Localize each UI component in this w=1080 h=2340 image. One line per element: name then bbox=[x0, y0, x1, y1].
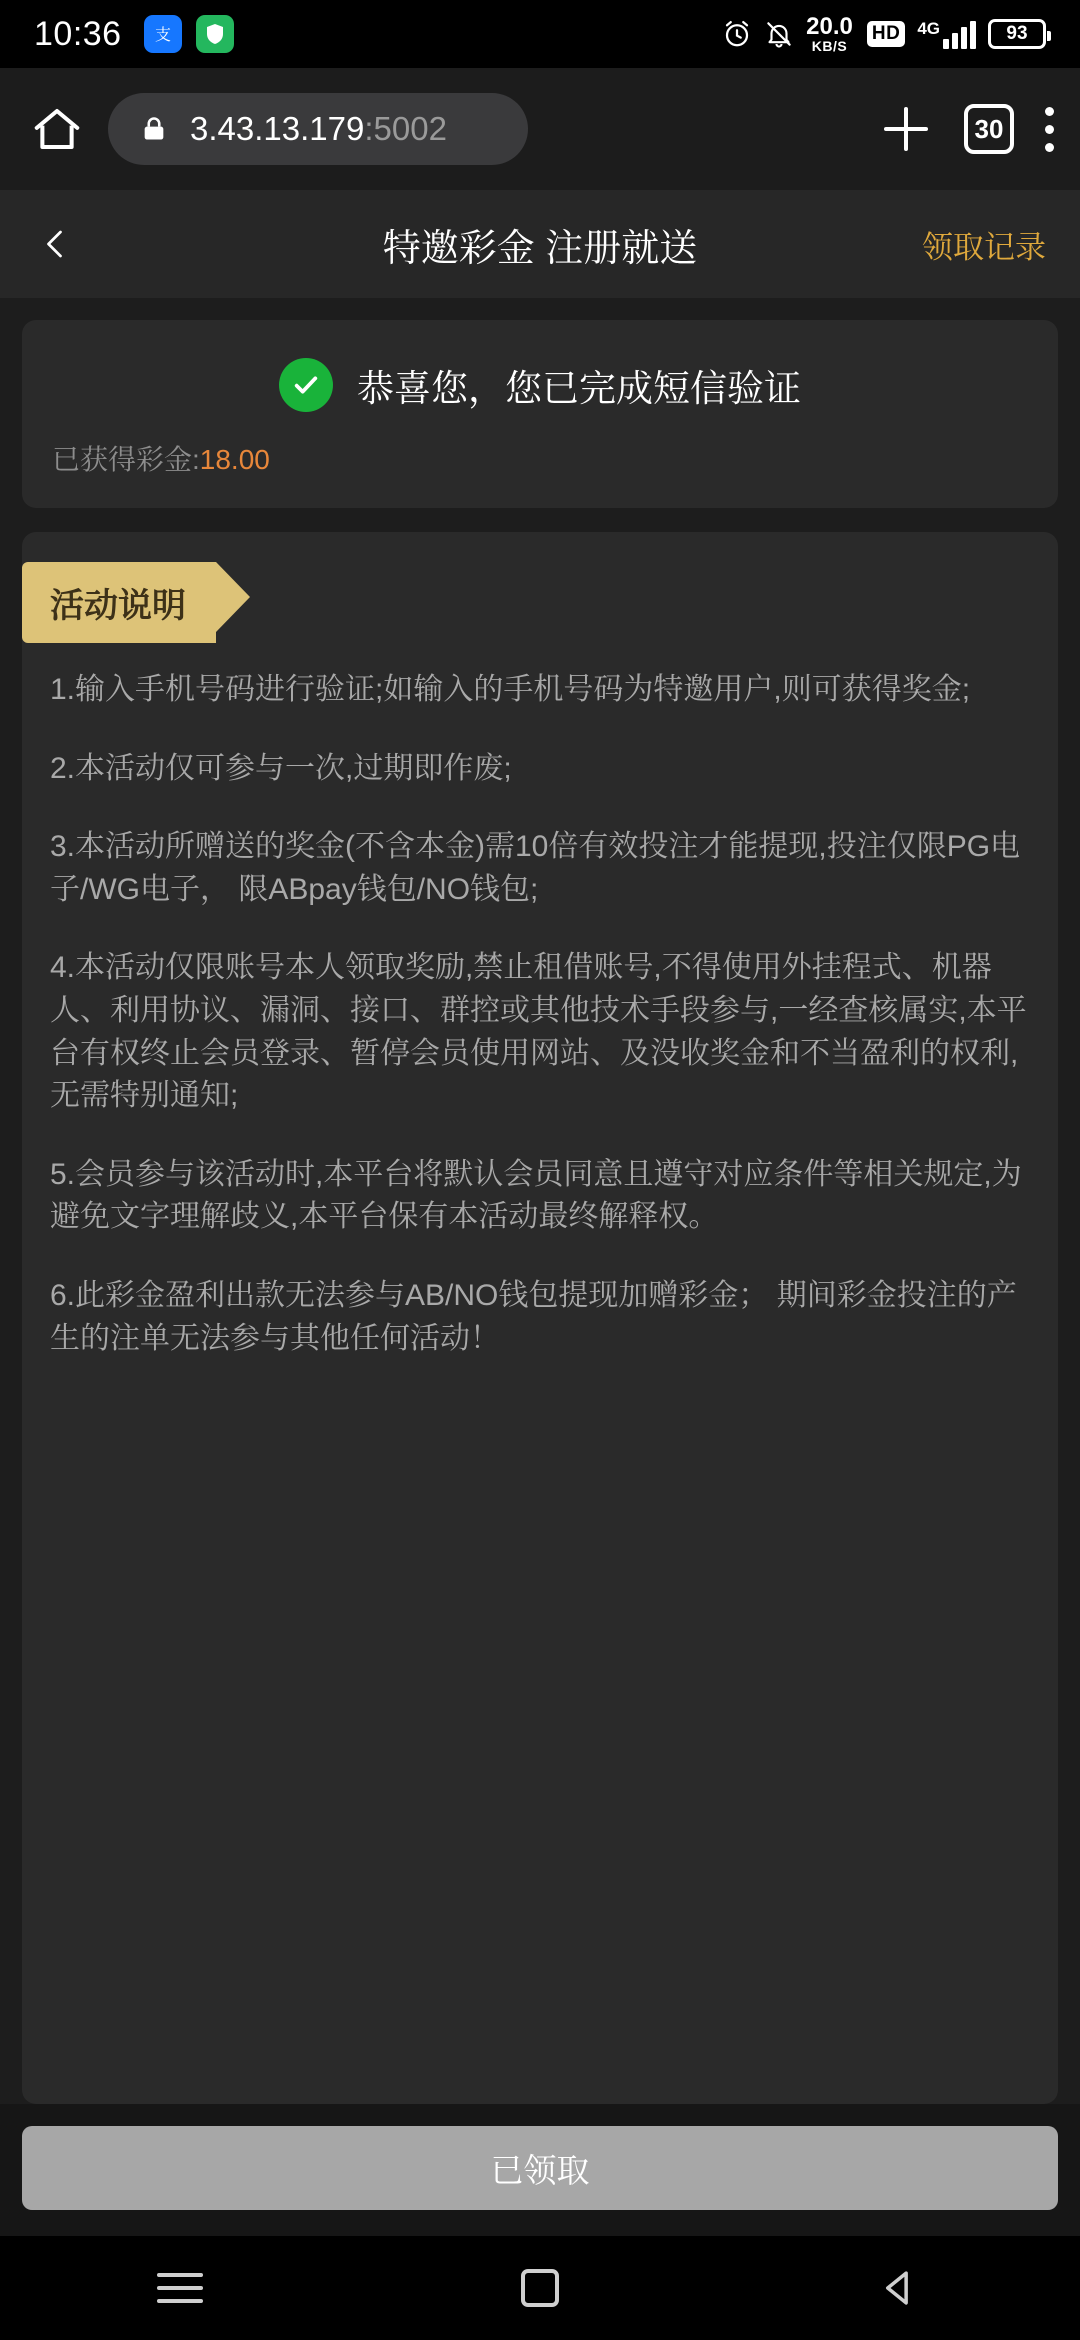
lock-icon bbox=[140, 112, 168, 146]
browser-toolbar bbox=[0, 68, 1080, 190]
address-bar-url bbox=[190, 110, 447, 148]
battery-percent: 93 bbox=[1006, 23, 1028, 44]
rule-item: 3.本活动所赠送的奖金(不含本金)需10倍有效投注才能提现,投注仅限PG电子/WG电子， 限ABpay钱包/NO钱包; bbox=[50, 830, 1021, 906]
triangle-back-icon bbox=[879, 2267, 921, 2309]
kebab-menu-icon[interactable] bbox=[1044, 107, 1054, 152]
check-circle-icon bbox=[279, 358, 333, 412]
claim-records-link[interactable]: 领取记录 bbox=[922, 229, 1046, 265]
rule-item: 6.此彩金盈利出款无法参与AB/NO钱包提现加赠彩金； 期间彩金投注的产生的注单无法参与其他任何活动！ bbox=[50, 1278, 1017, 1355]
system-navigation-bar bbox=[0, 2236, 1080, 2340]
activity-rules-card bbox=[22, 532, 1058, 2104]
svg-text:支: 支 bbox=[154, 27, 171, 44]
status-system-icons bbox=[722, 15, 1046, 53]
network-speed-indicator bbox=[806, 15, 853, 53]
bonus-amount-value: 18.00 bbox=[199, 444, 270, 475]
rule-item: 2.本活动仅可参与一次,过期即作废; bbox=[50, 751, 512, 785]
hamburger-icon bbox=[157, 2273, 203, 2303]
chevron-left-icon[interactable] bbox=[34, 222, 78, 266]
network-speed-value: 20.0 bbox=[806, 13, 853, 40]
page-content bbox=[0, 298, 1080, 2104]
address-bar[interactable] bbox=[108, 93, 528, 165]
verification-message: 恭喜您，您已完成短信验证 bbox=[357, 368, 801, 409]
battery-icon bbox=[988, 19, 1046, 49]
activity-rules-list bbox=[22, 649, 1058, 1360]
recents-button[interactable] bbox=[120, 2236, 240, 2340]
hd-icon: HD bbox=[867, 21, 905, 47]
bonus-amount-row bbox=[22, 438, 1058, 478]
url-host: 3.43.13.179 bbox=[190, 110, 365, 147]
activity-rules-ribbon: 活动说明 bbox=[22, 562, 216, 643]
home-button[interactable] bbox=[480, 2236, 600, 2340]
plus-icon[interactable] bbox=[878, 101, 934, 157]
square-home-icon bbox=[521, 2269, 559, 2307]
status-bar bbox=[0, 0, 1080, 68]
ribbon-container bbox=[22, 532, 1058, 649]
home-icon[interactable] bbox=[26, 98, 88, 160]
page-title: 特邀彩金 注册就送 bbox=[382, 227, 698, 270]
alarm-icon bbox=[722, 19, 752, 49]
rule-item: 5.会员参与该活动时,本平台将默认会员同意且遵守对应条件等相关规定,为避免文字理解歧义,本平台保有本活动最终解释权。 bbox=[50, 1157, 1022, 1234]
rule-item: 4.本活动仅限账号本人领取奖励,禁止租借账号,不得使用外挂程式、机器人、利用协议、漏洞、接口、群控或其他技术手段参与,一经查核属实,本平台有权终止会员登录、暂停会员使用网站、及没收奖金和不当盈利的权利, 无需特别通知; bbox=[50, 951, 1027, 1113]
verification-status-card bbox=[22, 320, 1058, 508]
rule-item: 1.输入手机号码进行验证;如输入的手机号码为特邀用户,则可获得奖金; bbox=[50, 673, 971, 706]
claim-button[interactable]: 已领取 bbox=[22, 2126, 1058, 2210]
bonus-amount-label: 已获得彩金: bbox=[52, 444, 200, 475]
tab-count-button[interactable]: 30 bbox=[964, 104, 1014, 154]
bottom-action-bar bbox=[0, 2104, 1080, 2236]
green-shield-icon bbox=[196, 15, 234, 53]
network-type-label: 4G bbox=[917, 18, 940, 38]
url-port: :5002 bbox=[364, 110, 447, 147]
status-clock: 10:36 bbox=[34, 14, 122, 53]
signal-indicator bbox=[917, 20, 976, 49]
status-notification-icons bbox=[144, 15, 234, 53]
bell-mute-icon bbox=[764, 19, 794, 49]
network-speed-unit: KB/S bbox=[811, 38, 848, 54]
alipay-icon bbox=[144, 15, 182, 53]
page-header bbox=[0, 190, 1080, 298]
signal-bars-icon bbox=[943, 21, 976, 49]
back-button[interactable] bbox=[840, 2236, 960, 2340]
